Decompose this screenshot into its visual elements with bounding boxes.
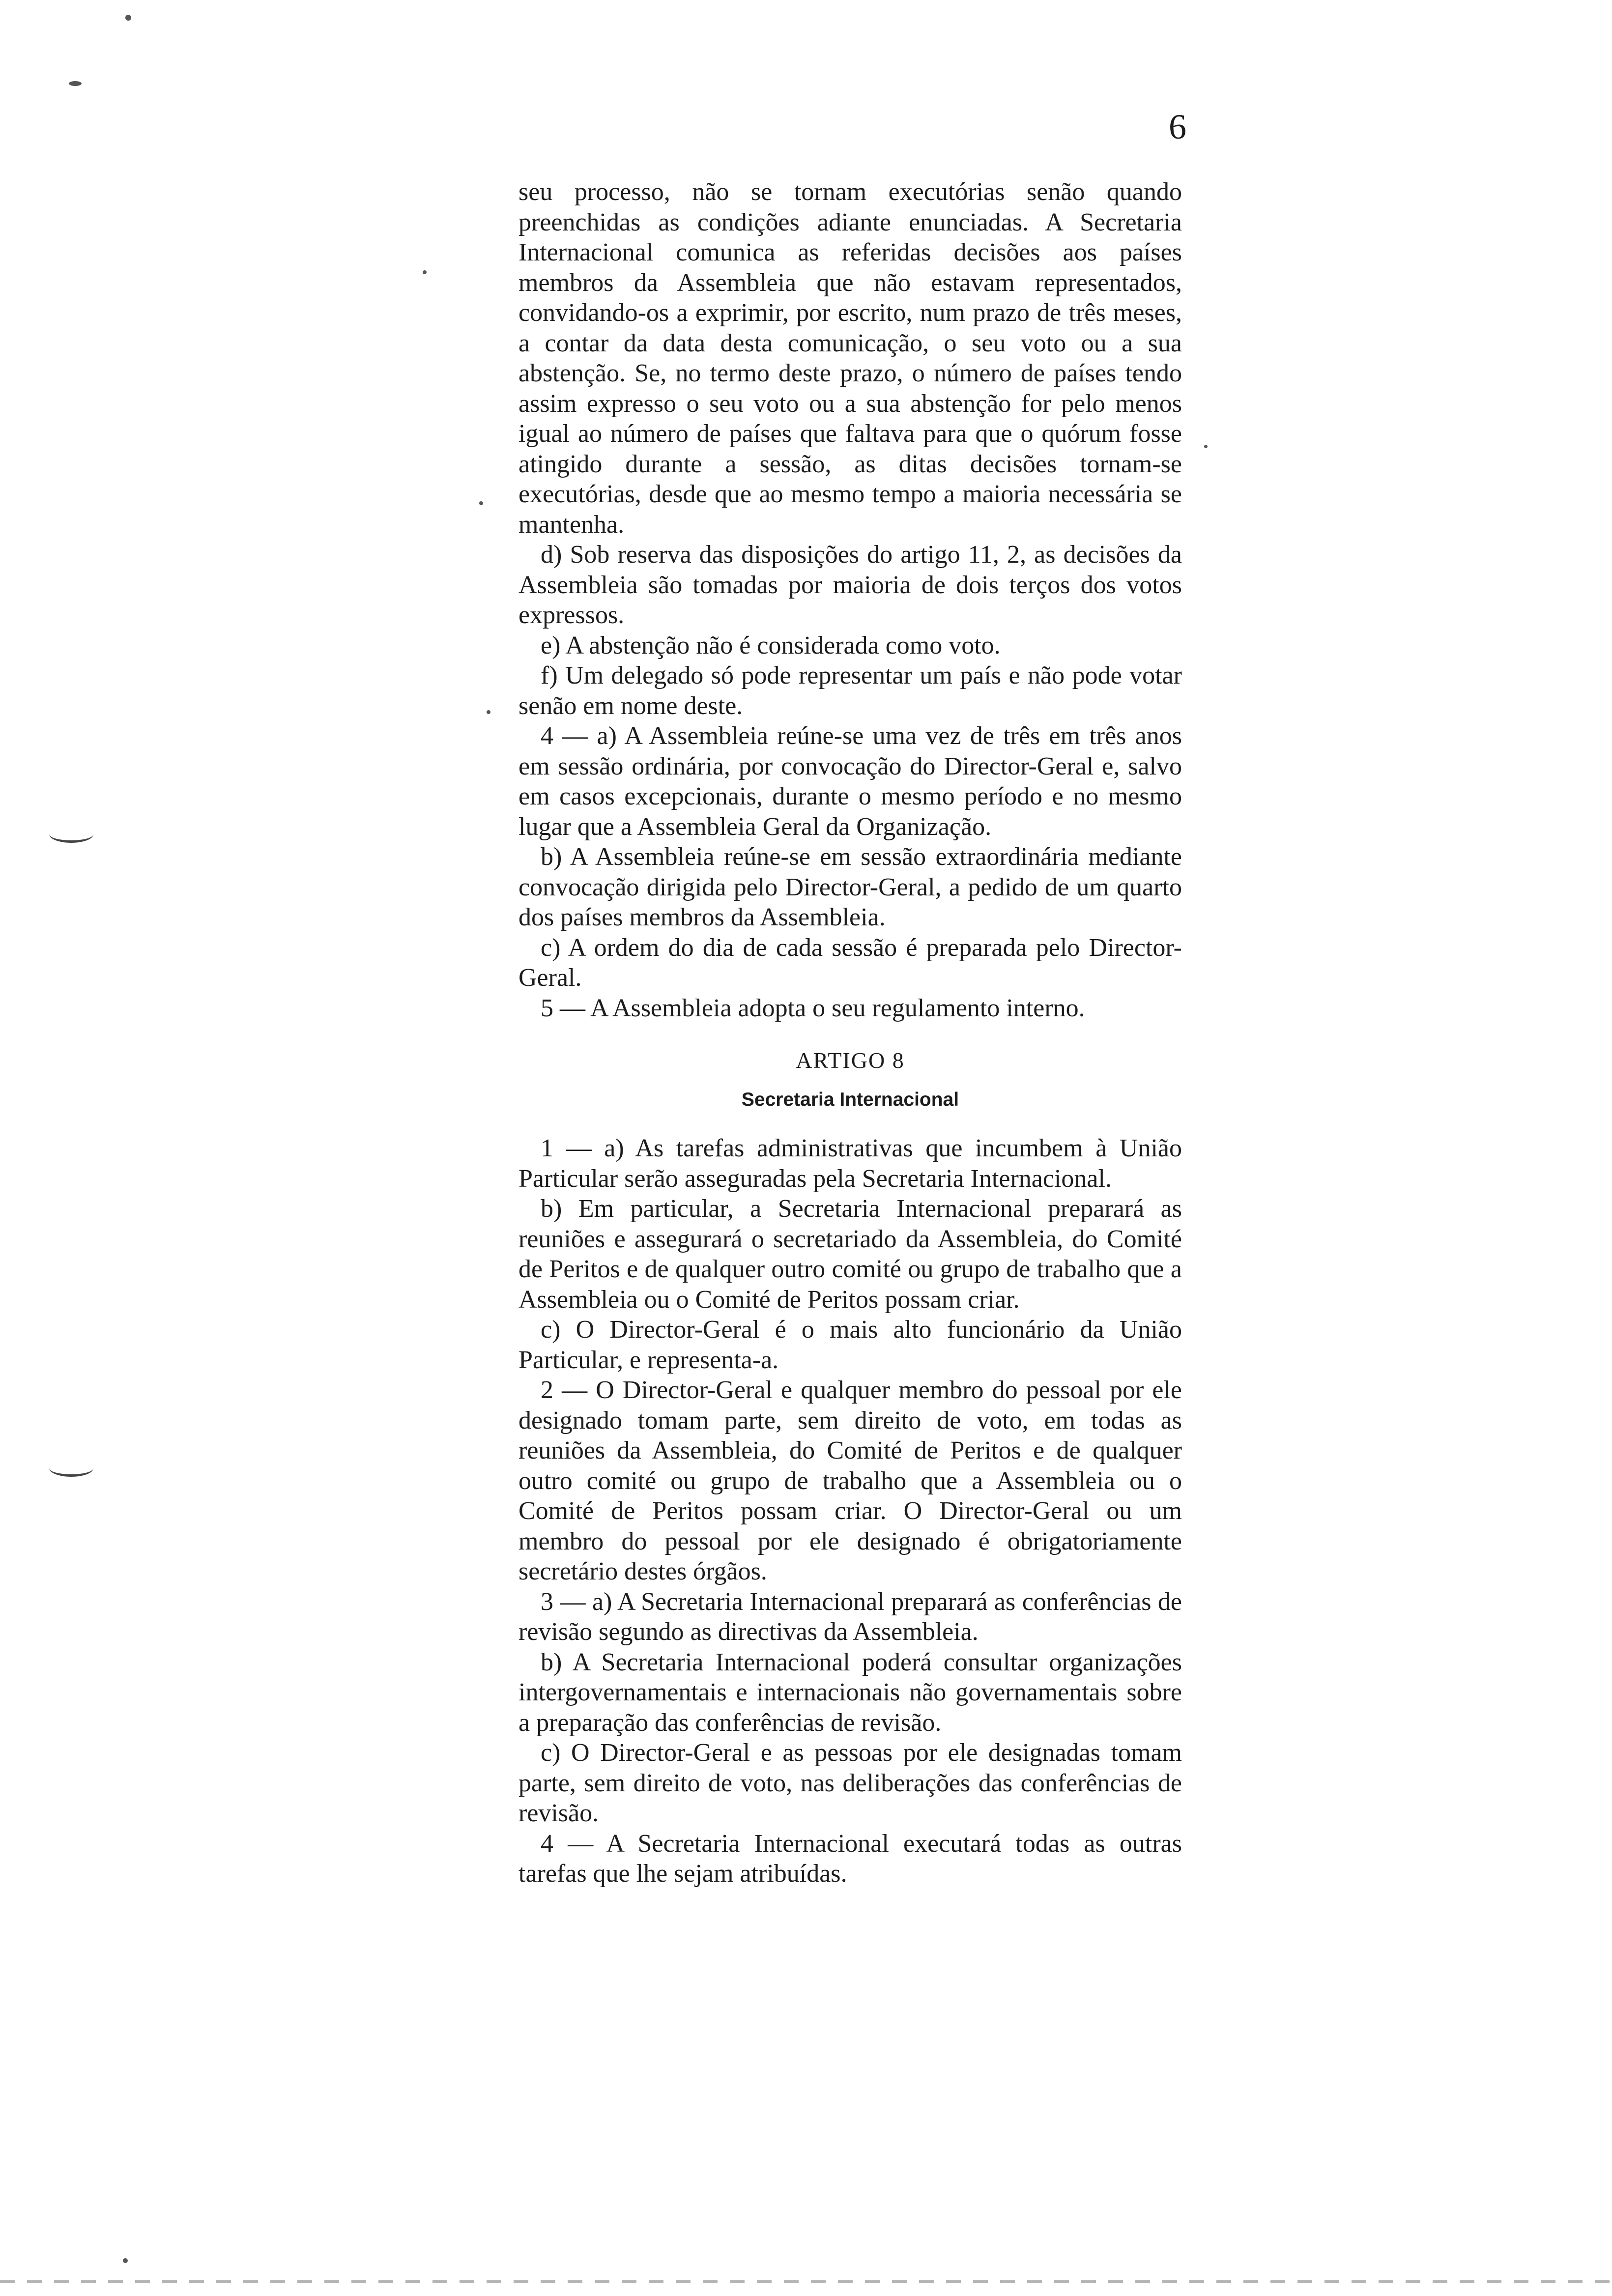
paragraph: b) Em particular, a Secretaria Internacional preparará as reuniões e assegurará o secretariado da Assembleia, do Comité de Peritos e de qualquer outro comité ou grupo de trabalho que a Assembleia ou o Comité de Peritos possam criar. (518, 1195, 1182, 1314)
scan-speck (123, 2258, 128, 2263)
paragraph: 4 — A Secretaria Internacional executará todas as outras tarefas que lhe sejam atribuídas. (518, 1829, 1182, 1888)
paragraph: 3 — a) A Secretaria Internacional preparará as conferências de revisão segundo as directivas da Assembleia. (518, 1587, 1182, 1646)
scan-speck (69, 81, 82, 86)
scan-speck (423, 270, 427, 274)
paragraph: 1 — a) As tarefas administrativas que incumbem à União Particular serão asseguradas pela Secretaria Internacional. (518, 1134, 1182, 1193)
scan-speck (1204, 445, 1208, 448)
paragraph: seu processo, não se tornam executórias senão quando preenchidas as condições adiante enunciadas. A Secretaria Internacional comunica as referidas decisões aos países membros da Assembleia que não estavam representados, convidando-os a exprimir, por escrito, num prazo de três meses, a contar da data desta comunicação, o seu voto ou a sua abstenção. Se, no termo deste prazo, o número de países tendo assim expresso o seu voto ou a sua abstenção for pelo menos igual ao número de países que faltava para que o quórum fosse atingido durante a sessão, as ditas decisões tornam-se executórias, desde que ao mesmo tempo a maioria necessária se mantenha. (518, 178, 1182, 539)
margin-mark (49, 1460, 93, 1477)
page-number: 6 (1169, 107, 1186, 146)
scan-edge (0, 2280, 1612, 2283)
paragraph: e) A abstenção não é considerada como voto. (541, 631, 1001, 660)
paragraph: 2 — O Director-Geral e qualquer membro do pessoal por ele designado tomam parte, sem direito de voto, em todas as reuniões da Assembleia, do Comité de Peritos e de qualquer outro comité ou grupo de trabalho que a Assembleia ou o Comité de Peritos possam criar. O Director-Geral ou um membro do pessoal por ele designado é obrigatoriamente secretário destes órgãos. (518, 1376, 1182, 1585)
scan-speck (479, 501, 483, 505)
margin-mark (49, 826, 93, 843)
paragraph: c) O Director-Geral é o mais alto funcionário da União Particular, e representa-a. (518, 1316, 1182, 1374)
paragraph: b) A Secretaria Internacional poderá consultar organizações intergovernamentais e internacionais não governamentais sobre a preparação das conferências de revisão. (518, 1648, 1182, 1737)
scan-speck (125, 15, 131, 21)
scan-speck (487, 710, 490, 714)
paragraph: c) O Director-Geral e as pessoas por ele designadas tomam parte, sem direito de voto, nas deliberações das conferências de revisão. (518, 1739, 1182, 1827)
paragraph: b) A Assembleia reúne-se em sessão extraordinária mediante convocação dirigida pelo Director-Geral, a pedido de um quarto dos países membros da Assembleia. (518, 843, 1182, 931)
paragraph: 4 — a) A Assembleia reúne-se uma vez de três em três anos em sessão ordinária, por convocação do Director-Geral e, salvo em casos excepcionais, durante o mesmo período e no mesmo lugar que a Assembleia Geral da Organização. (518, 722, 1182, 841)
paragraph: d) Sob reserva das disposições do artigo 11, 2, as decisões da Assembleia são tomadas por maioria de dois terços dos votos expressos. (518, 541, 1182, 629)
article-subtitle: Secretaria Internacional (741, 1089, 959, 1110)
paragraph: f) Um delegado só pode representar um país e não pode votar senão em nome deste. (518, 661, 1182, 720)
paragraph: c) A ordem do dia de cada sessão é preparada pelo Director-Geral. (518, 933, 1182, 992)
paragraph: 5 — A Assembleia adopta o seu regulamento interno. (541, 994, 1085, 1022)
article-heading: ARTIGO 8 (796, 1048, 905, 1073)
text-column (518, 177, 1182, 1889)
